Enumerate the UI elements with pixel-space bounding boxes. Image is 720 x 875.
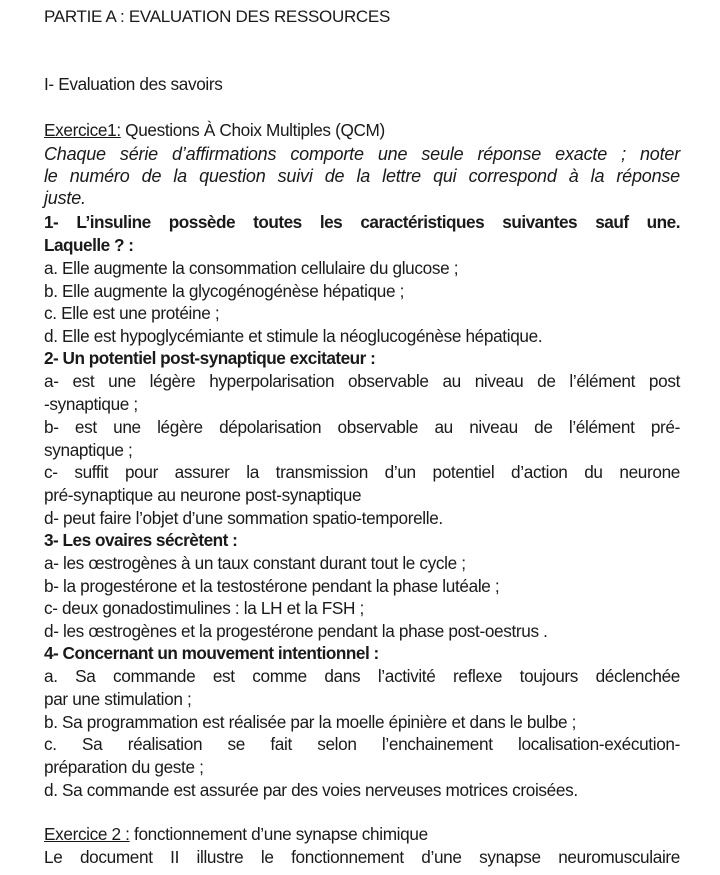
question-4-stem: 4- Concernant un mouvement intentionnel : — [44, 643, 379, 663]
exercise2-title: fonctionnement d’une synapse chimique — [129, 824, 428, 844]
exercise1-title: Questions À Choix Multiples (QCM) — [120, 120, 385, 140]
instructions-line: juste. — [44, 188, 86, 208]
instructions-line: Chaque série d’affirmations comporte une seule réponse exacte ; noter — [44, 144, 680, 164]
question-1-stem: Laquelle ? : — [44, 235, 134, 255]
question-2-option-c: c- suffit pour assurer la transmission d’un potentiel d’action du neurone — [44, 462, 680, 482]
question-2-option-a: a- est une légère hyperpolarisation observable au niveau de l’élément post — [44, 371, 680, 391]
exercise2-heading — [44, 823, 680, 845]
question-4-option-c: c. Sa réalisation se fait selon l’enchainement localisation-exécution- — [44, 734, 680, 754]
question-1-option-a: a. Elle augmente la consommation cellulaire du glucose ; — [44, 258, 459, 278]
question-3-option-b: b- la progestérone et la testostérone pendant la phase lutéale ; — [44, 576, 500, 596]
question-4-option-a: a. Sa commande est comme dans l’activité reflexe toujours déclenchée — [44, 666, 680, 686]
question-4-option-c-cont: préparation du geste ; — [44, 757, 204, 777]
question-1-stem: 1- L’insuline possède toutes les caractéristiques suivantes sauf une. — [44, 212, 680, 232]
question-2-option-d: d- peut faire l’objet d’une sommation spatio-temporelle. — [44, 508, 443, 528]
question-3-option-a: a- les œstrogènes à un taux constant durant tout le cycle ; — [44, 553, 466, 573]
question-4-option-b: b. Sa programmation est réalisée par la moelle épinière et dans le bulbe ; — [44, 712, 577, 732]
question-3-option-d: d- les œstrogènes et la progestérone pendant la phase post-oestrus . — [44, 621, 548, 641]
exercise1-label: Exercice1: — [44, 120, 121, 140]
exercise2-label: Exercice 2 : — [44, 824, 130, 844]
question-2-option-b-cont: synaptique ; — [44, 440, 133, 460]
exercise2-intro: Le document II illustre le fonctionnement d’une synapse neuromusculaire — [44, 847, 680, 867]
part-title: PARTIE A : EVALUATION DES RESSOURCES — [44, 7, 390, 26]
question-2-stem: 2- Un potentiel post-synaptique excitateur : — [44, 348, 376, 368]
question-1-option-d: d. Elle est hypoglycémiante et stimule la néoglucogénèse hépatique. — [44, 326, 543, 346]
question-2-option-a-cont: -synaptique ; — [44, 394, 138, 414]
question-3-stem: 3- Les ovaires sécrètent : — [44, 530, 238, 550]
exercise1-heading — [44, 119, 680, 141]
question-3-option-c: c- deux gonadostimulines : la LH et la FSH ; — [44, 598, 364, 618]
question-2-option-c-cont: pré-synaptique au neurone post-synaptique — [44, 485, 362, 505]
question-1-option-c: c. Elle est une protéine ; — [44, 303, 220, 323]
section-title: I- Evaluation des savoirs — [44, 74, 223, 94]
question-1-option-b: b. Elle augmente la glycogénogénèse hépatique ; — [44, 281, 405, 301]
question-4-option-d: d. Sa commande est assurée par des voies nerveuses motrices croisées. — [44, 780, 578, 800]
instructions-line: le numéro de la question suivi de la lettre qui correspond à la réponse — [44, 166, 680, 186]
question-2-option-b: b- est une légère dépolarisation observable au niveau de l’élément pré- — [44, 417, 680, 437]
question-4-option-a-cont: par une stimulation ; — [44, 689, 192, 709]
